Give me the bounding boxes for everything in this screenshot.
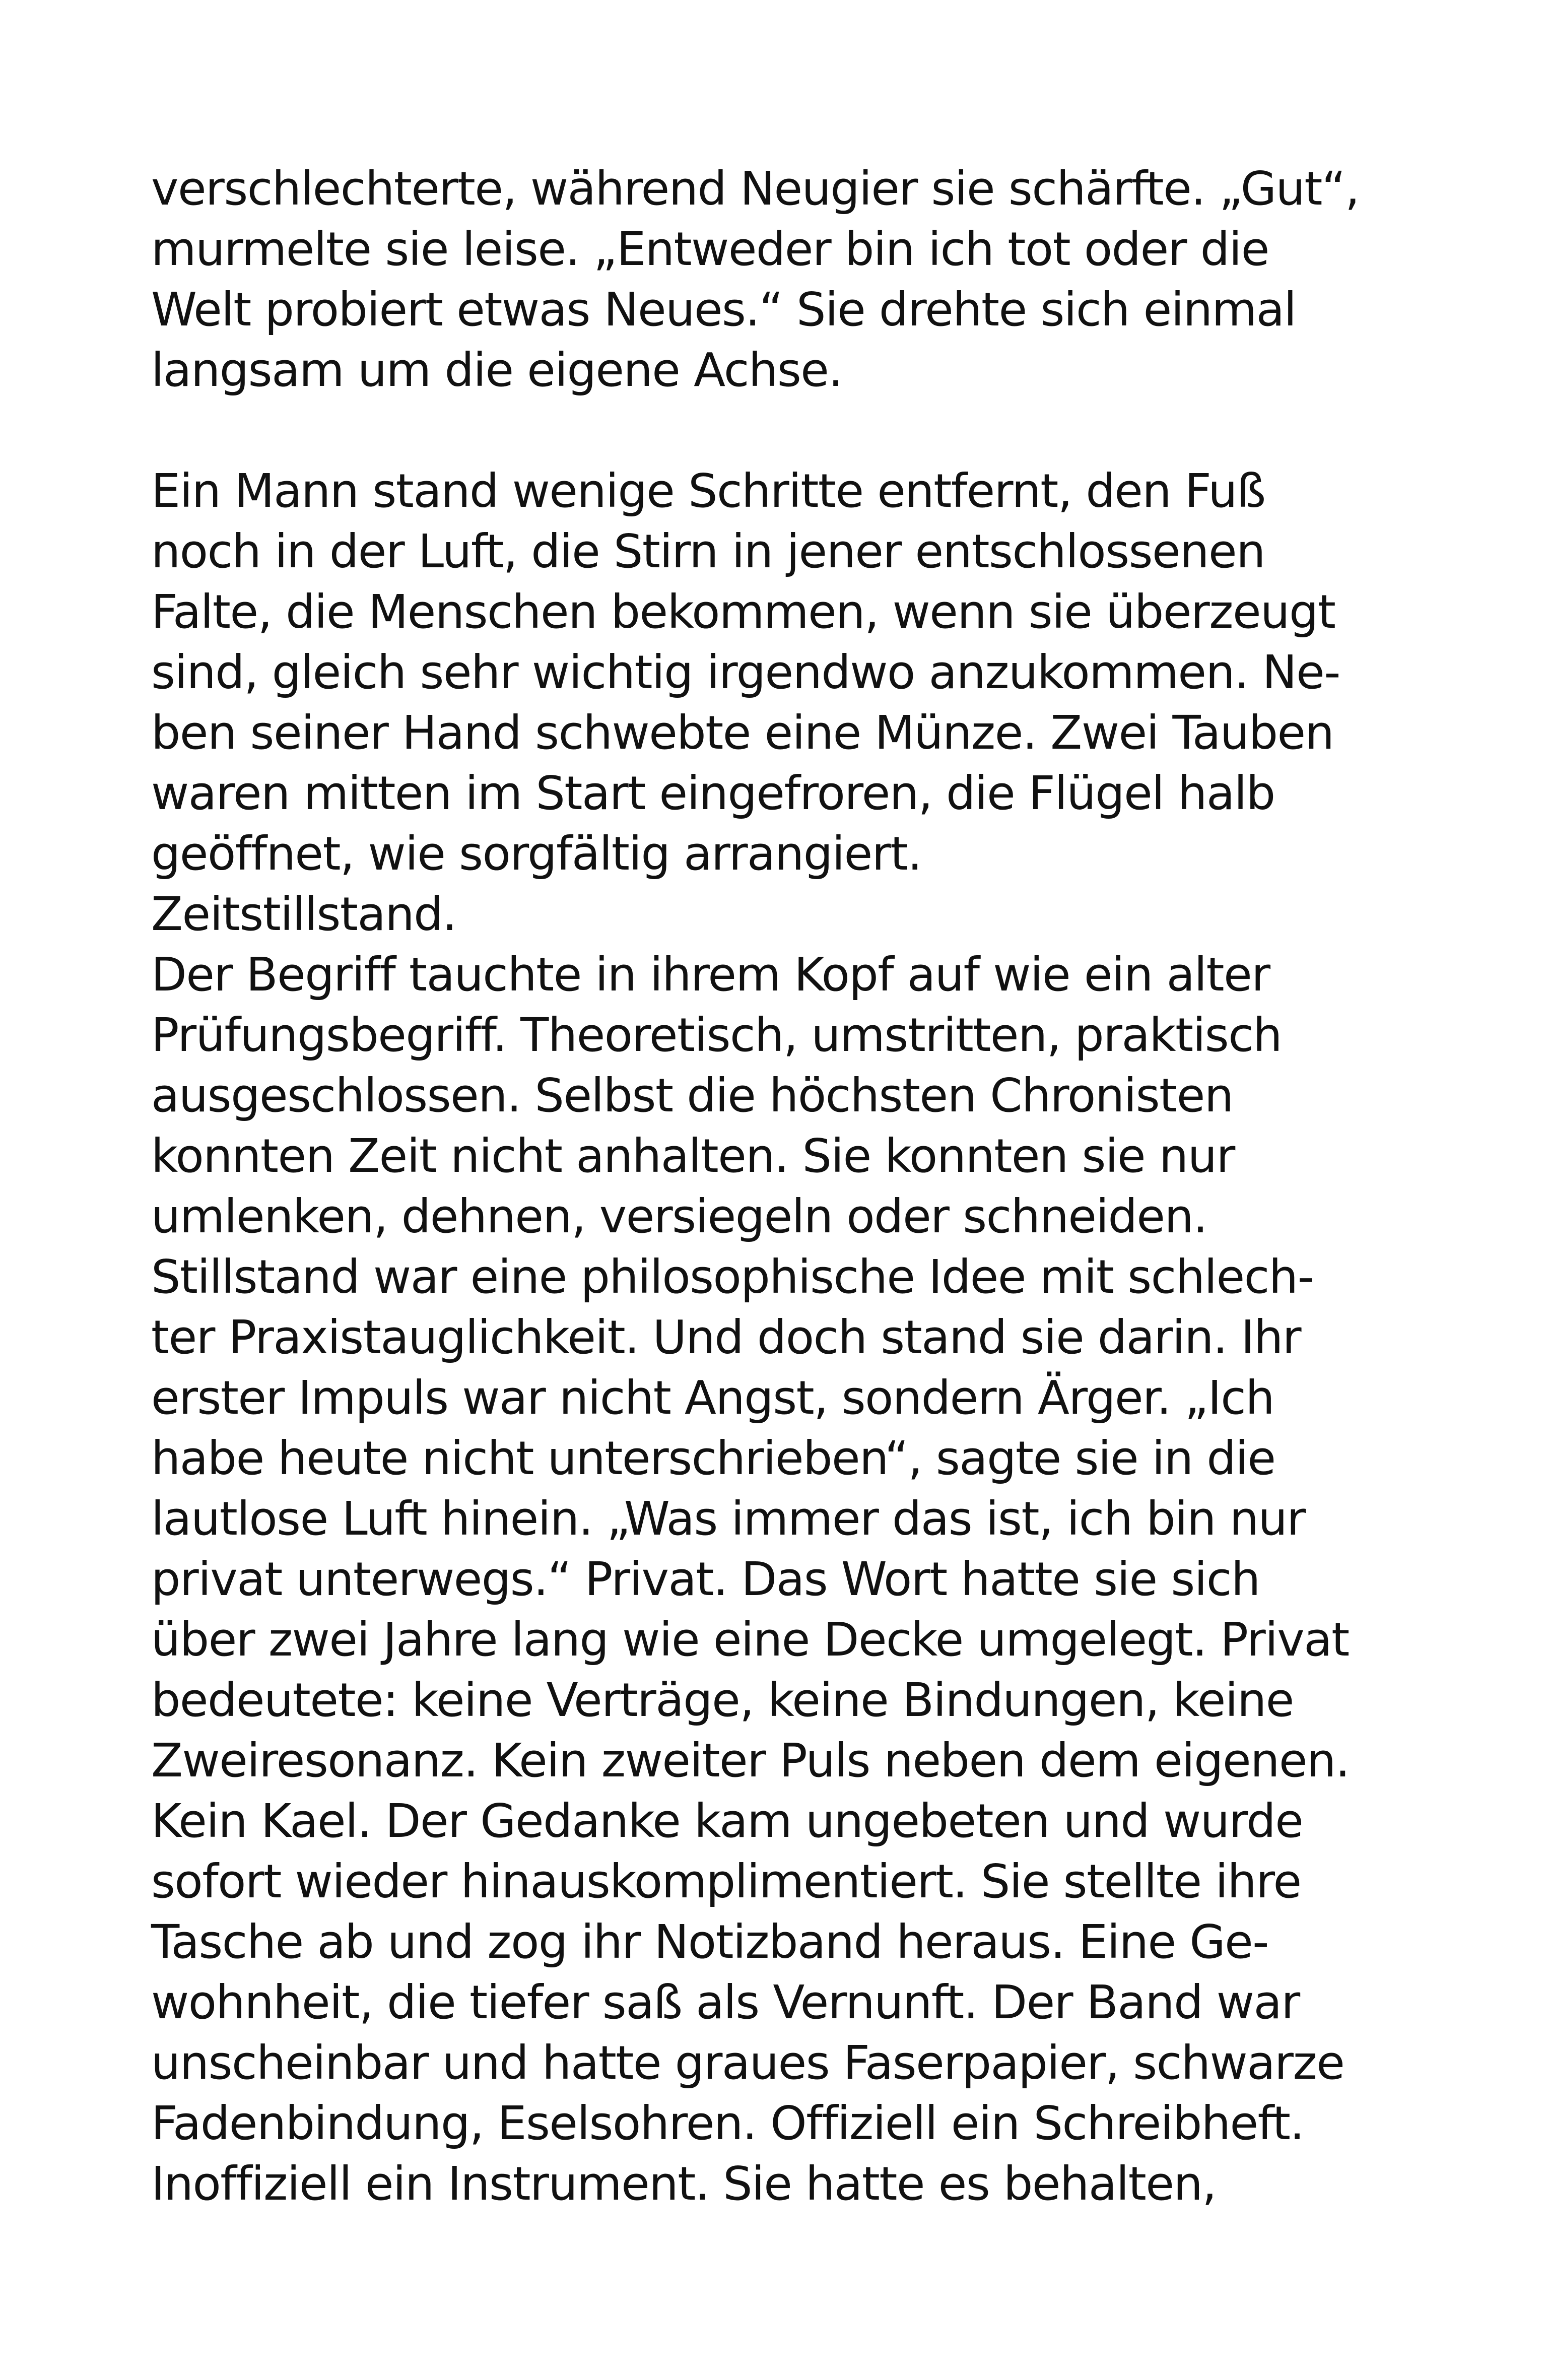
text-line: Kein Kael. Der Gedanke kam ungebeten und wurde [151,1794,1303,1848]
text-line: Zweiresonanz. Kein zweiter Puls neben dem eigenen. [151,1734,1350,1788]
text-line: ben seiner Hand schwebte eine Münze. Zwei Tauben [151,706,1334,760]
text-line: erster Impuls war nicht Angst, sondern Ärger. „Ich [151,1371,1274,1425]
text-line: Inoffiziell ein Instrument. Sie hatte es behalten, [151,2157,1216,2211]
text-line: unscheinbar und hatte graues Faserpapier, schwarze [151,2036,1344,2090]
text-line: ter Praxistauglichkeit. Und doch stand sie darin. Ihr [151,1310,1301,1364]
text-line: Prüfungsbegriff. Theoretisch, umstritten, praktisch [151,1008,1282,1062]
text-line: Welt probiert etwas Neues.“ Sie drehte sich einmal [151,283,1296,337]
text-line: sind, gleich sehr wichtig irgendwo anzukommen. Ne- [151,645,1340,699]
text-line: ausgeschlossen. Selbst die höchsten Chronisten [151,1069,1233,1122]
text-line: privat unterwegs.“ Privat. Das Wort hatte sie sich [151,1552,1260,1606]
text-line: Zeitstillstand. [151,887,456,941]
text-line: Stillstand war eine philosophische Idee mit schlech- [151,1250,1314,1304]
text-line: murmelte sie leise. „Entweder bin ich tot oder die [151,222,1269,276]
text-line: habe heute nicht unterschrieben“, sagte sie in die [151,1431,1275,1485]
text-line: konnten Zeit nicht anhalten. Sie konnten sie nur [151,1129,1235,1183]
text-line: über zwei Jahre lang wie eine Decke umgelegt. Privat [151,1613,1349,1667]
text-line: sofort wieder hinauskomplimentiert. Sie stellte ihre [151,1855,1301,1908]
text-line: Ein Mann stand wenige Schritte entfernt, den Fuß [151,464,1265,518]
text-line: noch in der Luft, die Stirn in jener entschlossenen [151,524,1265,578]
text-line: umlenken, dehnen, versiegeln oder schneiden. [151,1189,1207,1243]
text-line: Der Begriff tauchte in ihrem Kopf auf wie ein alter [151,948,1270,1002]
text-line: langsam um die eigene Achse. [151,343,843,397]
text-line: geöffnet, wie sorgfältig arrangiert. [151,827,922,881]
text-line: lautlose Luft hinein. „Was immer das ist, ich bin nur [151,1492,1305,1546]
body-text [151,159,1421,2214]
text-line: wohnheit, die tiefer saß als Vernunft. Der Band war [151,1975,1300,2029]
text-line: bedeutete: keine Verträge, keine Bindungen, keine [151,1673,1294,1727]
paragraph-gap [151,401,1421,461]
text-line: verschlechterte, während Neugier sie schärfte. „Gut“, [151,162,1359,216]
text-line: waren mitten im Start eingefroren, die Flügel halb [151,766,1275,820]
text-line: Fadenbindung, Eselsohren. Offiziell ein Schreibheft. [151,2096,1304,2150]
text-line: Falte, die Menschen bekommen, wenn sie überzeugt [151,585,1335,639]
text-line: Tasche ab und zog ihr Notizband heraus. Eine Ge- [151,1915,1268,1969]
